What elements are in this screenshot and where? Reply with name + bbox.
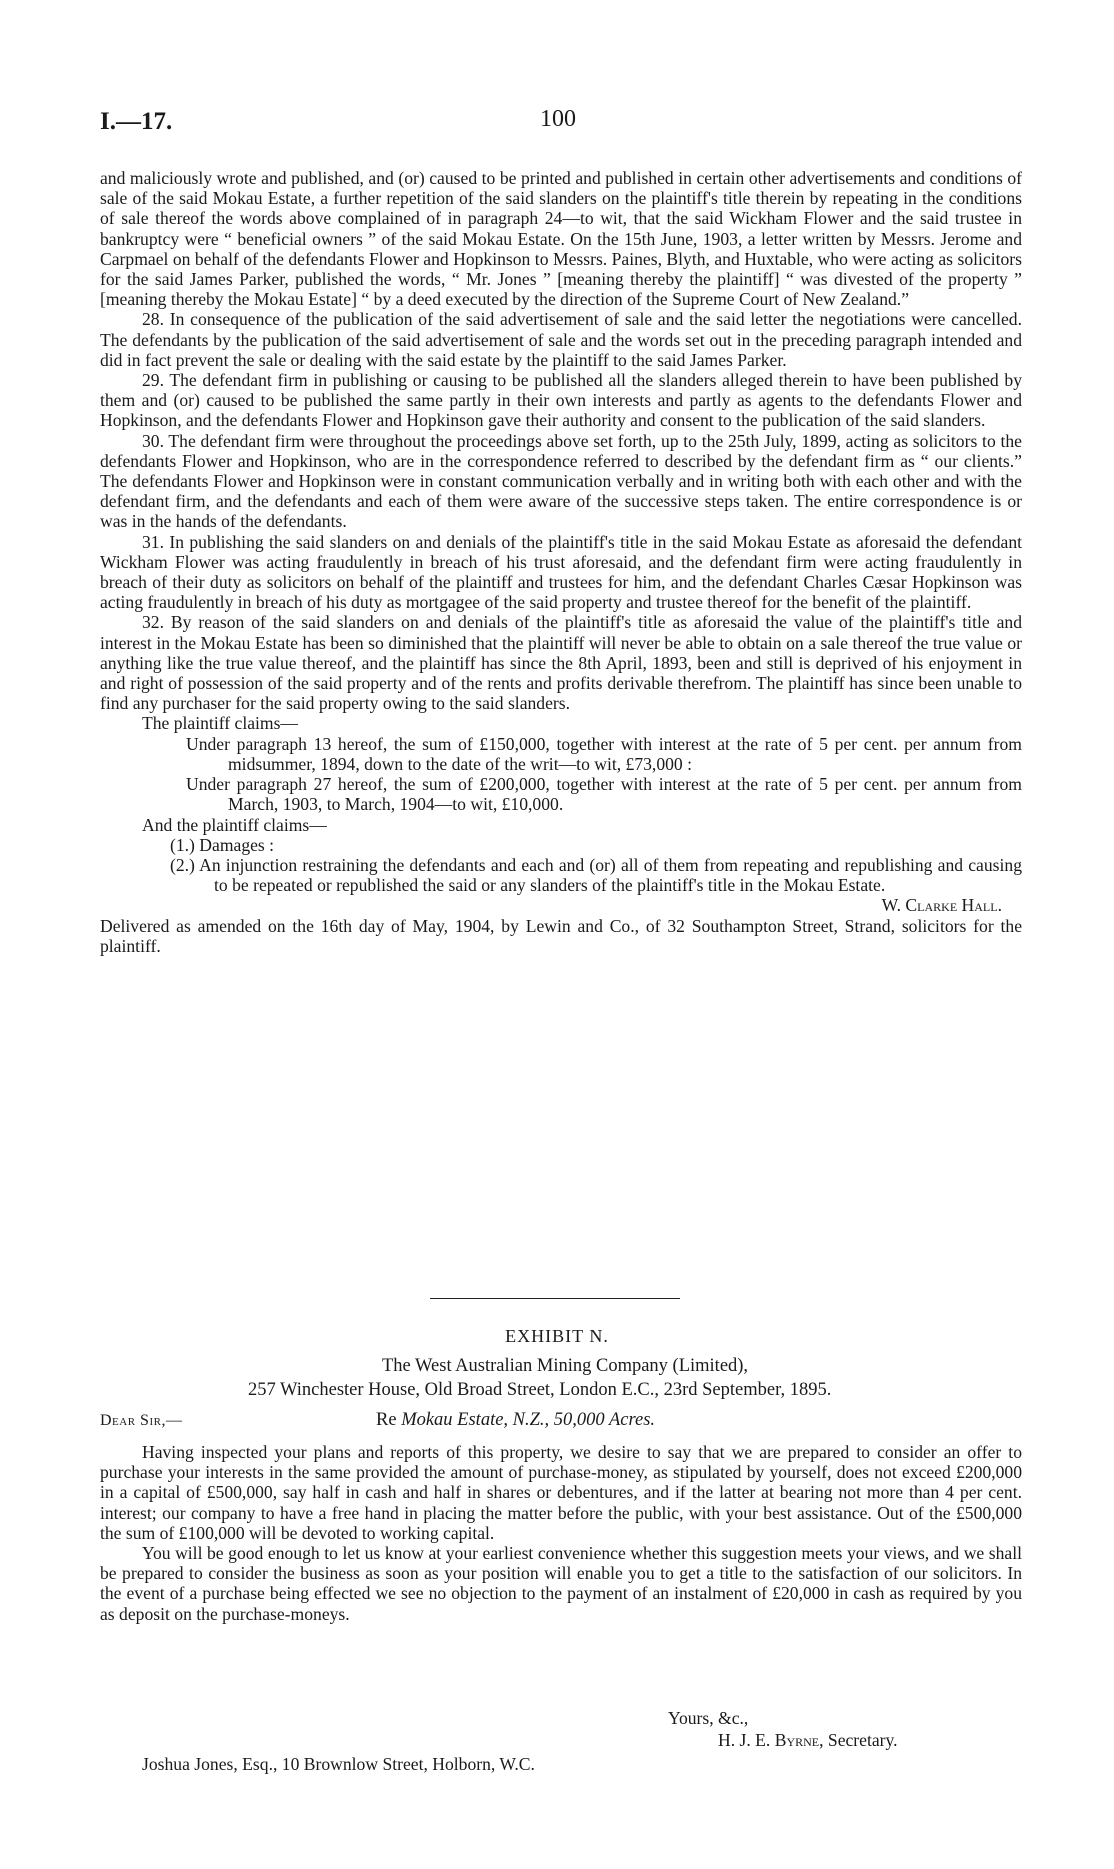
page-number: 100 bbox=[540, 106, 576, 132]
section-divider bbox=[430, 1298, 680, 1299]
paragraph-continued: and maliciously wrote and published, and (or) caused to be printed and published in certain other advertisements and conditions of sale of the said Mokau Estate, a further repetition of the said slanders on the plaintiff's title therein by repeating in the conditions of sale thereof the words above complained of in paragraph 24—to wit, that the said Wickham Flower and the said trustee in bankruptcy were “ beneficial owners ” of the said Mokau Estate. On the 15th June, 1903, a letter written by Messrs. Jerome and Carpmael on behalf of the defendants Flower and Hopkinson to Messrs. Paines, Blyth, and Huxtable, who were acting as solicitors for the said James Parker, published the words, “ Mr. Jones ” [meaning thereby the plaintiff] “ was divested of the property ” [meaning thereby the Mokau Estate] “ by a deed executed by the direction of the Supreme Court of New Zealand.” bbox=[100, 168, 1022, 310]
paper-number: I.—17. bbox=[100, 108, 173, 135]
claim-damages: (1.) Damages : bbox=[170, 834, 275, 855]
claims-intro: The plaintiff claims— bbox=[142, 713, 299, 734]
claim-paragraph-13: Under paragraph 13 hereof, the sum of £150,000, together with interest at the rate of 5 per cent. per annum from midsummer, 1894, down to the date of the writ—to wit, £73,000 : bbox=[186, 733, 1022, 774]
delivery-note: Delivered as amended on the 16th day of May, 1904, by Lewin and Co., of 32 Southampton Street, Strand, solicitors for the plaintiff. bbox=[100, 915, 1022, 956]
letter-body bbox=[100, 1442, 1022, 1624]
paragraph-32: 32. By reason of the said slanders on and denials of the plaintiff's title as aforesaid the value of the plaintiff's title and interest in the Mokau Estate has been so diminished that the plaintiff will never be able to obtain on a sale thereof the true value or anything like the true value thereof, and the plaintiff has since the 8th April, 1893, been and still is deprived of his enjoyment in and right of possession of the said property and of the rents and profits derivable therefrom. The plaintiff has since been unable to find any purchaser for the said property owing to the said slanders. bbox=[100, 612, 1022, 714]
subject-text: Mokau Estate, N.Z., 50,000 Acres. bbox=[401, 1410, 656, 1430]
paragraph-30: 30. The defendant firm were throughout the proceedings above set forth, up to the 25th July, 1899, acting as solicitors to the defendants Flower and Hopkinson, who are in the correspondence referred to described by the defendant firm as “ our clients.” The defendants Flower and Hopkinson were in constant communication verbally and in writing both with each other and with the defendant firm, and the defendants and each of them were aware of the successive steps taken. The entire correspondence is or was in the hands of the defendants. bbox=[100, 430, 1022, 532]
letter-closing: Yours, &c., bbox=[668, 1708, 749, 1728]
and-claims-intro: And the plaintiff claims— bbox=[142, 814, 327, 835]
letter-paragraph-1: Having inspected your plans and reports of this property, we desire to say that we are prepared to consider an offer to purchase your interests in the same provided the amount of purchase-money, as stipulated by yourself, does not exceed £200,000 in a capital of £500,000, say half in cash and half in shares or debentures, and if the latter at bearing not more than 4 per cent. interest; our company to have a free hand in placing the matter before the public, with your best assistance. Out of the £500,000 the sum of £100,000 will be devoted to working capital. bbox=[100, 1442, 1022, 1543]
signer-initials: H. J. E. bbox=[718, 1730, 775, 1750]
paragraph-28: 28. In consequence of the publication of the said advertisement of sale and the said letter the negotiations were cancelled. The defendants by the publication of the said advertisement of sale and the words set out in the preceding paragraph intended and did in fact prevent the sale or dealing with the said estate by the plaintiff to the said James Parker. bbox=[100, 309, 1022, 370]
paragraph-31: 31. In publishing the said slanders on and denials of the plaintiff's title in the said Mokau Estate as aforesaid the defendant Wickham Flower was acting fraudulently in breach of his trust aforesaid, and the defendant firm were acting fraudulently in breach of their duty as solicitors on behalf of the plaintiff and trustees for him, and the defendant Charles Cæsar Hopkinson was acting fraudulently in breach of his duty as mortgagee of the said property and trustee thereof for the benefit of the plaintiff. bbox=[100, 531, 1022, 613]
letter-signer bbox=[718, 1730, 898, 1751]
signer-title: , Secretary. bbox=[819, 1730, 898, 1750]
letter-addressee: Joshua Jones, Esq., 10 Brownlow Street, Holborn, W.C. bbox=[142, 1754, 535, 1774]
letter-salutation: Dear Sir,— bbox=[100, 1412, 183, 1429]
signer-name: Byrne bbox=[774, 1730, 820, 1750]
letterhead-address-date: 257 Winchester House, Old Broad Street, London E.C., 23rd September, 1895. bbox=[248, 1380, 832, 1400]
statement-of-claim-body bbox=[100, 168, 1022, 956]
paragraph-29: 29. The defendant firm in publishing or causing to be published all the slanders alleged therein to have been published by them and (or) caused to be published the same partly in their own interests and partly as agents to the defendants Flower and Hopkinson, and the defendants Flower and Hopkinson gave their authority and consent to the publication of the said slanders. bbox=[100, 370, 1022, 431]
counsel-signature: W. Clarke Hall. bbox=[881, 895, 1002, 916]
letterhead-company: The West Australian Mining Company (Limited), bbox=[382, 1356, 749, 1376]
letter-subject bbox=[376, 1410, 655, 1431]
exhibit-title: EXHIBIT N. bbox=[505, 1326, 609, 1346]
claim-injunction: (2.) An injunction restraining the defendants and each and (or) all of them from repeating and republishing and causing to be repeated or republished the said or any slanders of the plaintiff's title in the Mokau Estate. bbox=[170, 854, 1022, 896]
claim-paragraph-27: Under paragraph 27 hereof, the sum of £200,000, together with interest at the rate of 5 per cent. per annum from March, 1903, to March, 1904—to wit, £10,000. bbox=[186, 774, 1022, 815]
subject-prefix: Re bbox=[376, 1410, 402, 1430]
letter-paragraph-2: You will be good enough to let us know at your earliest convenience whether this suggestion meets your views, and we shall be prepared to consider the business as soon as your position will enable you to get a title to the satisfaction of our solicitors. In the event of a purchase being effected we see no objection to the payment of an instalment of £20,000 in cash as required by you as deposit on the purchase-moneys. bbox=[100, 1543, 1022, 1624]
